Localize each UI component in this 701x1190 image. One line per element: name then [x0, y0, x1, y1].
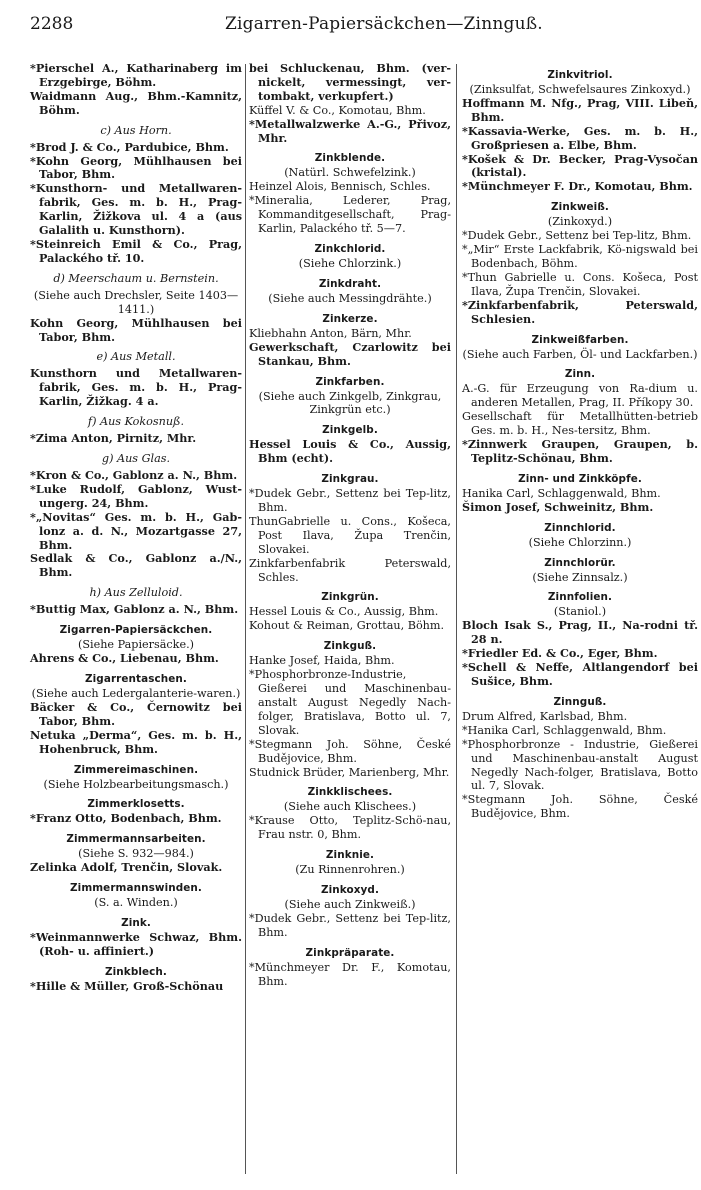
directory-entry: Küffel V. & Co., Komotau, Bhm.	[249, 103, 426, 117]
subsection-heading: c) Aus Horn.	[100, 123, 172, 137]
directory-entry: Hoffmann M. Nfg., Prag, VIII. Libeň, Bhm.	[462, 95, 698, 124]
directory-entry: *Dudek Gebr., Settenz bei Tep-litz, Bhm.	[462, 229, 692, 243]
directory-entry: *„Mir“ Erste Lackfabrik, Kö-nigswald bei Bodenbach, Böhm.	[462, 243, 698, 270]
section-heading: Zinn- und Zinkköpfe.	[518, 472, 642, 485]
directory-entry: *Stegmann Joh. Söhne, České Budějovice, Bhm.	[249, 737, 451, 765]
directory-entry: *Kassavia-Werke, Ges. m. b. H., Großpriesen a. Elbe, Bhm.	[462, 123, 698, 152]
directory-entry: *Kunsthorn- und Metallwaren-fabrik, Ges. m. b. H., Prag-Karlin, Žižkova ul. 4 a (aus Galalith u. Kunsthorn).	[30, 181, 242, 238]
subsection-heading: d) Meerschaum u. Bernstein.	[53, 271, 219, 285]
directory-entry: *Buttig Max, Gablonz a. N., Bhm.	[30, 602, 239, 617]
directory-entry: *Schell & Neffe, Altlangendorf bei Sušice, Bhm.	[462, 660, 698, 688]
column-right	[462, 62, 698, 1176]
directory-entry: *„Novitas“ Ges. m. b. H., Gab-lonz a. d. N., Mozartgasse 27, Bhm.	[30, 509, 242, 552]
section-heading: Zinkpräparate.	[305, 946, 395, 959]
section-heading: Zinnfolien.	[547, 591, 613, 604]
directory-entry: bei Schluckenau, Bhm. (ver-nickelt, vermessingt, ver-tombakt, verkupfert.)	[249, 61, 451, 103]
directory-entry: Kohout & Reiman, Grottau, Böhm.	[249, 619, 445, 633]
section-heading: Zink.	[121, 917, 151, 930]
column-divider	[245, 64, 246, 1174]
section-heading: Zinkchlorid.	[314, 242, 386, 255]
section-heading: Zinnchlorid.	[544, 521, 616, 534]
directory-entry: Hanke Josef, Haida, Bhm.	[249, 654, 395, 668]
cross-reference: (Siehe auch Messingdrähte.)	[268, 291, 432, 305]
column-left	[30, 62, 242, 1176]
directory-entry: Sedlak & Co., Gablonz a./N., Bhm.	[30, 551, 242, 580]
section-heading: Zimmereimaschinen.	[73, 763, 199, 776]
cross-reference: (Zu Rinnenrohren.)	[295, 863, 405, 877]
section-heading: Zinkgelb.	[322, 424, 378, 437]
directory-entry: *Friedler Ed. & Co., Eger, Bhm.	[462, 646, 658, 661]
directory-entry: *Metallwalzwerke A.-G., Přivoz, Mhr.	[249, 116, 451, 145]
directory-entry: Hessel Louis & Co., Aussig, Bhm (echt).	[249, 437, 451, 466]
directory-entry: Bloch Isak S., Prag, II., Na-rodni tř. 28 n.	[462, 618, 698, 647]
page-header	[30, 14, 685, 42]
directory-entry: A.-G. für Erzeugung von Ra-dium u. anderen Metallen, Prag, II. Příkopy 30.	[462, 382, 698, 410]
directory-entry: *Weinmannwerke Schwaz, Bhm. (Roh- u. affiniert.)	[30, 930, 242, 958]
cross-reference: (Siehe auch Zinkgelb, Zinkgrau, Zinkgrün etc.)	[258, 389, 442, 417]
running-title: Zigarren-Papiersäckchen—Zinnguß.	[225, 14, 543, 34]
directory-entry: Bäcker & Co., Černowitz bei Tabor, Bhm.	[30, 699, 242, 728]
directory-entry: Gesellschaft für Metallhütten-betrieb Ges. m. b. H., Nes-tersitz, Bhm.	[462, 410, 698, 438]
directory-entry: Ahrens & Co., Liebenau, Bhm.	[30, 651, 219, 666]
directory-entry: *Phosphorbronze - Industrie, Gießerei und Maschinenbau-anstalt August Negedly Nach-folger, Bratislava, Botto ul. 7, Slovak.	[462, 737, 698, 793]
directory-entry: *Hanika Carl, Schlaggenwald, Bhm.	[462, 723, 667, 737]
directory-entry: *Hille & Müller, Groß-Schönau	[30, 978, 224, 993]
directory-entry: Studnick Brüder, Marienberg, Mhr.	[249, 765, 450, 779]
directory-entry: *Münchmeyer F. Dr., Komotau, Bhm.	[462, 179, 693, 194]
subsection-heading: f) Aus Kokosnuß.	[87, 415, 185, 429]
section-heading: Zimmerklosetts.	[87, 798, 185, 811]
section-heading: Zigarren-Papiersäckchen.	[59, 624, 213, 637]
subsection-heading: e) Aus Metall.	[96, 350, 176, 364]
directory-entry: *Münchmeyer Dr. F., Komotau, Bhm.	[249, 960, 451, 988]
section-heading: Zimmermannswinden.	[70, 882, 202, 895]
directory-entry: *Zinkfarbenfabrik, Peterswald, Schlesien.	[462, 297, 698, 326]
directory-entry: *Pierschel A., Katharinaberg im Erzgebirge, Böhm.	[30, 61, 242, 89]
directory-entry: *Zinnwerk Graupen, Graupen, b. Teplitz-Schönau, Bhm.	[462, 437, 698, 465]
directory-entry: ThunGabrielle u. Cons., Košeca, Post Ilava, Župa Trenčin, Slovakei.	[249, 514, 451, 556]
directory-entry: *Košek & Dr. Becker, Prag-Vysočan (kristal).	[462, 151, 698, 180]
directory-entry: Drum Alfred, Karlsbad, Bhm.	[462, 709, 628, 723]
cross-reference: (Zinksulfat, Schwefelsaures Zinkoxyd.)	[469, 83, 691, 96]
directory-entry: Netuka „Derma“, Ges. m. b. H., Hohenbruck, Bhm.	[30, 727, 242, 756]
directory-entry: Zinkfarbenfabrik Peterswald, Schles.	[249, 556, 451, 584]
section-heading: Zinkgrün.	[321, 591, 379, 604]
cross-reference: (Staniol.)	[553, 605, 607, 619]
cross-reference: (Natürl. Schwefelzink.)	[284, 166, 416, 180]
section-heading: Zinkweiß.	[551, 201, 609, 214]
section-heading: Zinkweißfarben.	[531, 333, 629, 346]
cross-reference: (S. a. Winden.)	[94, 896, 178, 910]
section-heading: Zigarrentaschen.	[85, 673, 187, 685]
section-heading: Zinkvitriol.	[547, 69, 613, 81]
section-heading: Zinkgrau.	[321, 473, 379, 486]
cross-reference: (Siehe S. 932—984.)	[78, 847, 194, 861]
subsection-heading: g) Aus Glas.	[101, 452, 171, 466]
section-heading: Zinkfarben.	[315, 375, 385, 388]
directory-entry: Šimon Josef, Schweinitz, Bhm.	[462, 499, 654, 514]
directory-entry: *Dudek Gebr., Settenz bei Tep-litz, Bhm.	[249, 911, 451, 939]
cross-reference: (Siehe auch Klischees.)	[283, 800, 417, 814]
directory-entry: Zelinka Adolf, Trenčin, Slovak.	[30, 860, 223, 875]
directory-entry: *Zima Anton, Pirnitz, Mhr.	[30, 431, 197, 446]
directory-entry: *Steinreich Emil & Co., Prag, Palackého tř. 10.	[30, 236, 242, 265]
directory-entry: Gewerkschaft, Czarlowitz bei Stankau, Bhm.	[249, 339, 451, 368]
section-heading: Zimmermannsarbeiten.	[66, 833, 206, 846]
directory-entry: *Kron & Co., Gablonz a. N., Bhm.	[30, 468, 238, 483]
cross-reference: (Siehe Chlorzinn.)	[528, 535, 632, 549]
section-heading: Zinkblech.	[105, 965, 167, 978]
cross-reference: (Siehe auch Zinkweiß.)	[284, 898, 416, 912]
page-number: 2288	[30, 14, 74, 34]
directory-entry: Waidmann Aug., Bhm.-Kamnitz, Böhm.	[30, 88, 242, 117]
directory-entry: Hanika Carl, Schlaggenwald, Bhm.	[462, 486, 661, 500]
section-heading: Zinn.	[564, 368, 596, 381]
directory-entry: Kohn Georg, Mühlhausen bei Tabor, Bhm.	[30, 315, 242, 344]
section-heading: Zinkoxyd.	[320, 884, 380, 897]
directory-entry: Kliebhahn Anton, Bärn, Mhr.	[249, 326, 412, 340]
cross-reference: (Siehe Holzbearbeitungsmasch.)	[43, 777, 229, 791]
subsection-heading: h) Aus Zelluloid.	[89, 586, 183, 600]
directory-entry: *Luke Rudolf, Gablonz, Wust-ungerg. 24, Bhm.	[30, 481, 242, 510]
section-heading: Zinkdraht.	[318, 277, 382, 290]
directory-entry: *Franz Otto, Bodenbach, Bhm.	[30, 811, 222, 826]
section-heading: Zinnguß.	[553, 695, 607, 708]
section-heading: Zinkerze.	[322, 312, 378, 325]
section-heading: Zinkklischees.	[307, 786, 393, 799]
column-divider	[456, 64, 457, 1174]
section-heading: Zinkblende.	[314, 152, 386, 165]
directory-entry: *Brod J. & Co., Pardubice, Bhm.	[30, 139, 229, 154]
directory-entry: *Thun Gabrielle u. Cons. Košeca, Post Ilava, Župa Trenčin, Slovakei.	[462, 270, 698, 298]
directory-entry: Heinzel Alois, Bennisch, Schles.	[249, 180, 431, 194]
cross-reference: (Siehe Zinnsalz.)	[532, 570, 628, 584]
directory-entry: *Mineralia, Lederer, Prag, Kommanditgesellschaft, Prag-Karlin, Palackého tř. 5—7.	[249, 194, 451, 236]
cross-reference: (Siehe auch Farben, Öl- und Lackfarben.)	[462, 347, 698, 361]
cross-reference: (Zinkoxyd.)	[547, 215, 613, 229]
directory-entry: *Stegmann Joh. Söhne, České Budějovice, Bhm.	[462, 793, 698, 821]
directory-entry: *Krause Otto, Teplitz-Schö-nau, Frau nstr. 0, Bhm.	[249, 814, 451, 842]
section-heading: Zinknie.	[325, 849, 375, 862]
cross-reference: (Siehe auch Ledergalanterie-waren.)	[31, 687, 241, 700]
section-heading: Zinkguß.	[323, 640, 377, 653]
cross-reference: (Siehe Papiersäcke.)	[77, 638, 194, 652]
section-heading: Zinnchlorür.	[544, 556, 616, 569]
cross-reference: (Siehe Chlorzink.)	[298, 256, 402, 270]
column-middle	[249, 62, 451, 1176]
directory-entry: Hessel Louis & Co., Aussig, Bhm.	[249, 605, 439, 619]
directory-entry: *Dudek Gebr., Settenz bei Tep-litz, Bhm.	[249, 487, 451, 515]
directory-entry: *Phosphorbronze-Industrie, Gießerei und Maschinenbau-anstalt August Negedly Nach-folger, Bratislava, Botto ul. 7, Slovak.	[249, 668, 451, 737]
cross-reference: (Siehe auch Drechsler, Seite 1403—1411.)	[33, 288, 239, 316]
directory-entry: *Kohn Georg, Mühlhausen bei Tabor, Bhm.	[30, 153, 242, 182]
directory-entry: Kunsthorn und Metallwaren-fabrik, Ges. m. b. H., Prag-Karlin, Žižkag. 4 a.	[30, 366, 242, 409]
